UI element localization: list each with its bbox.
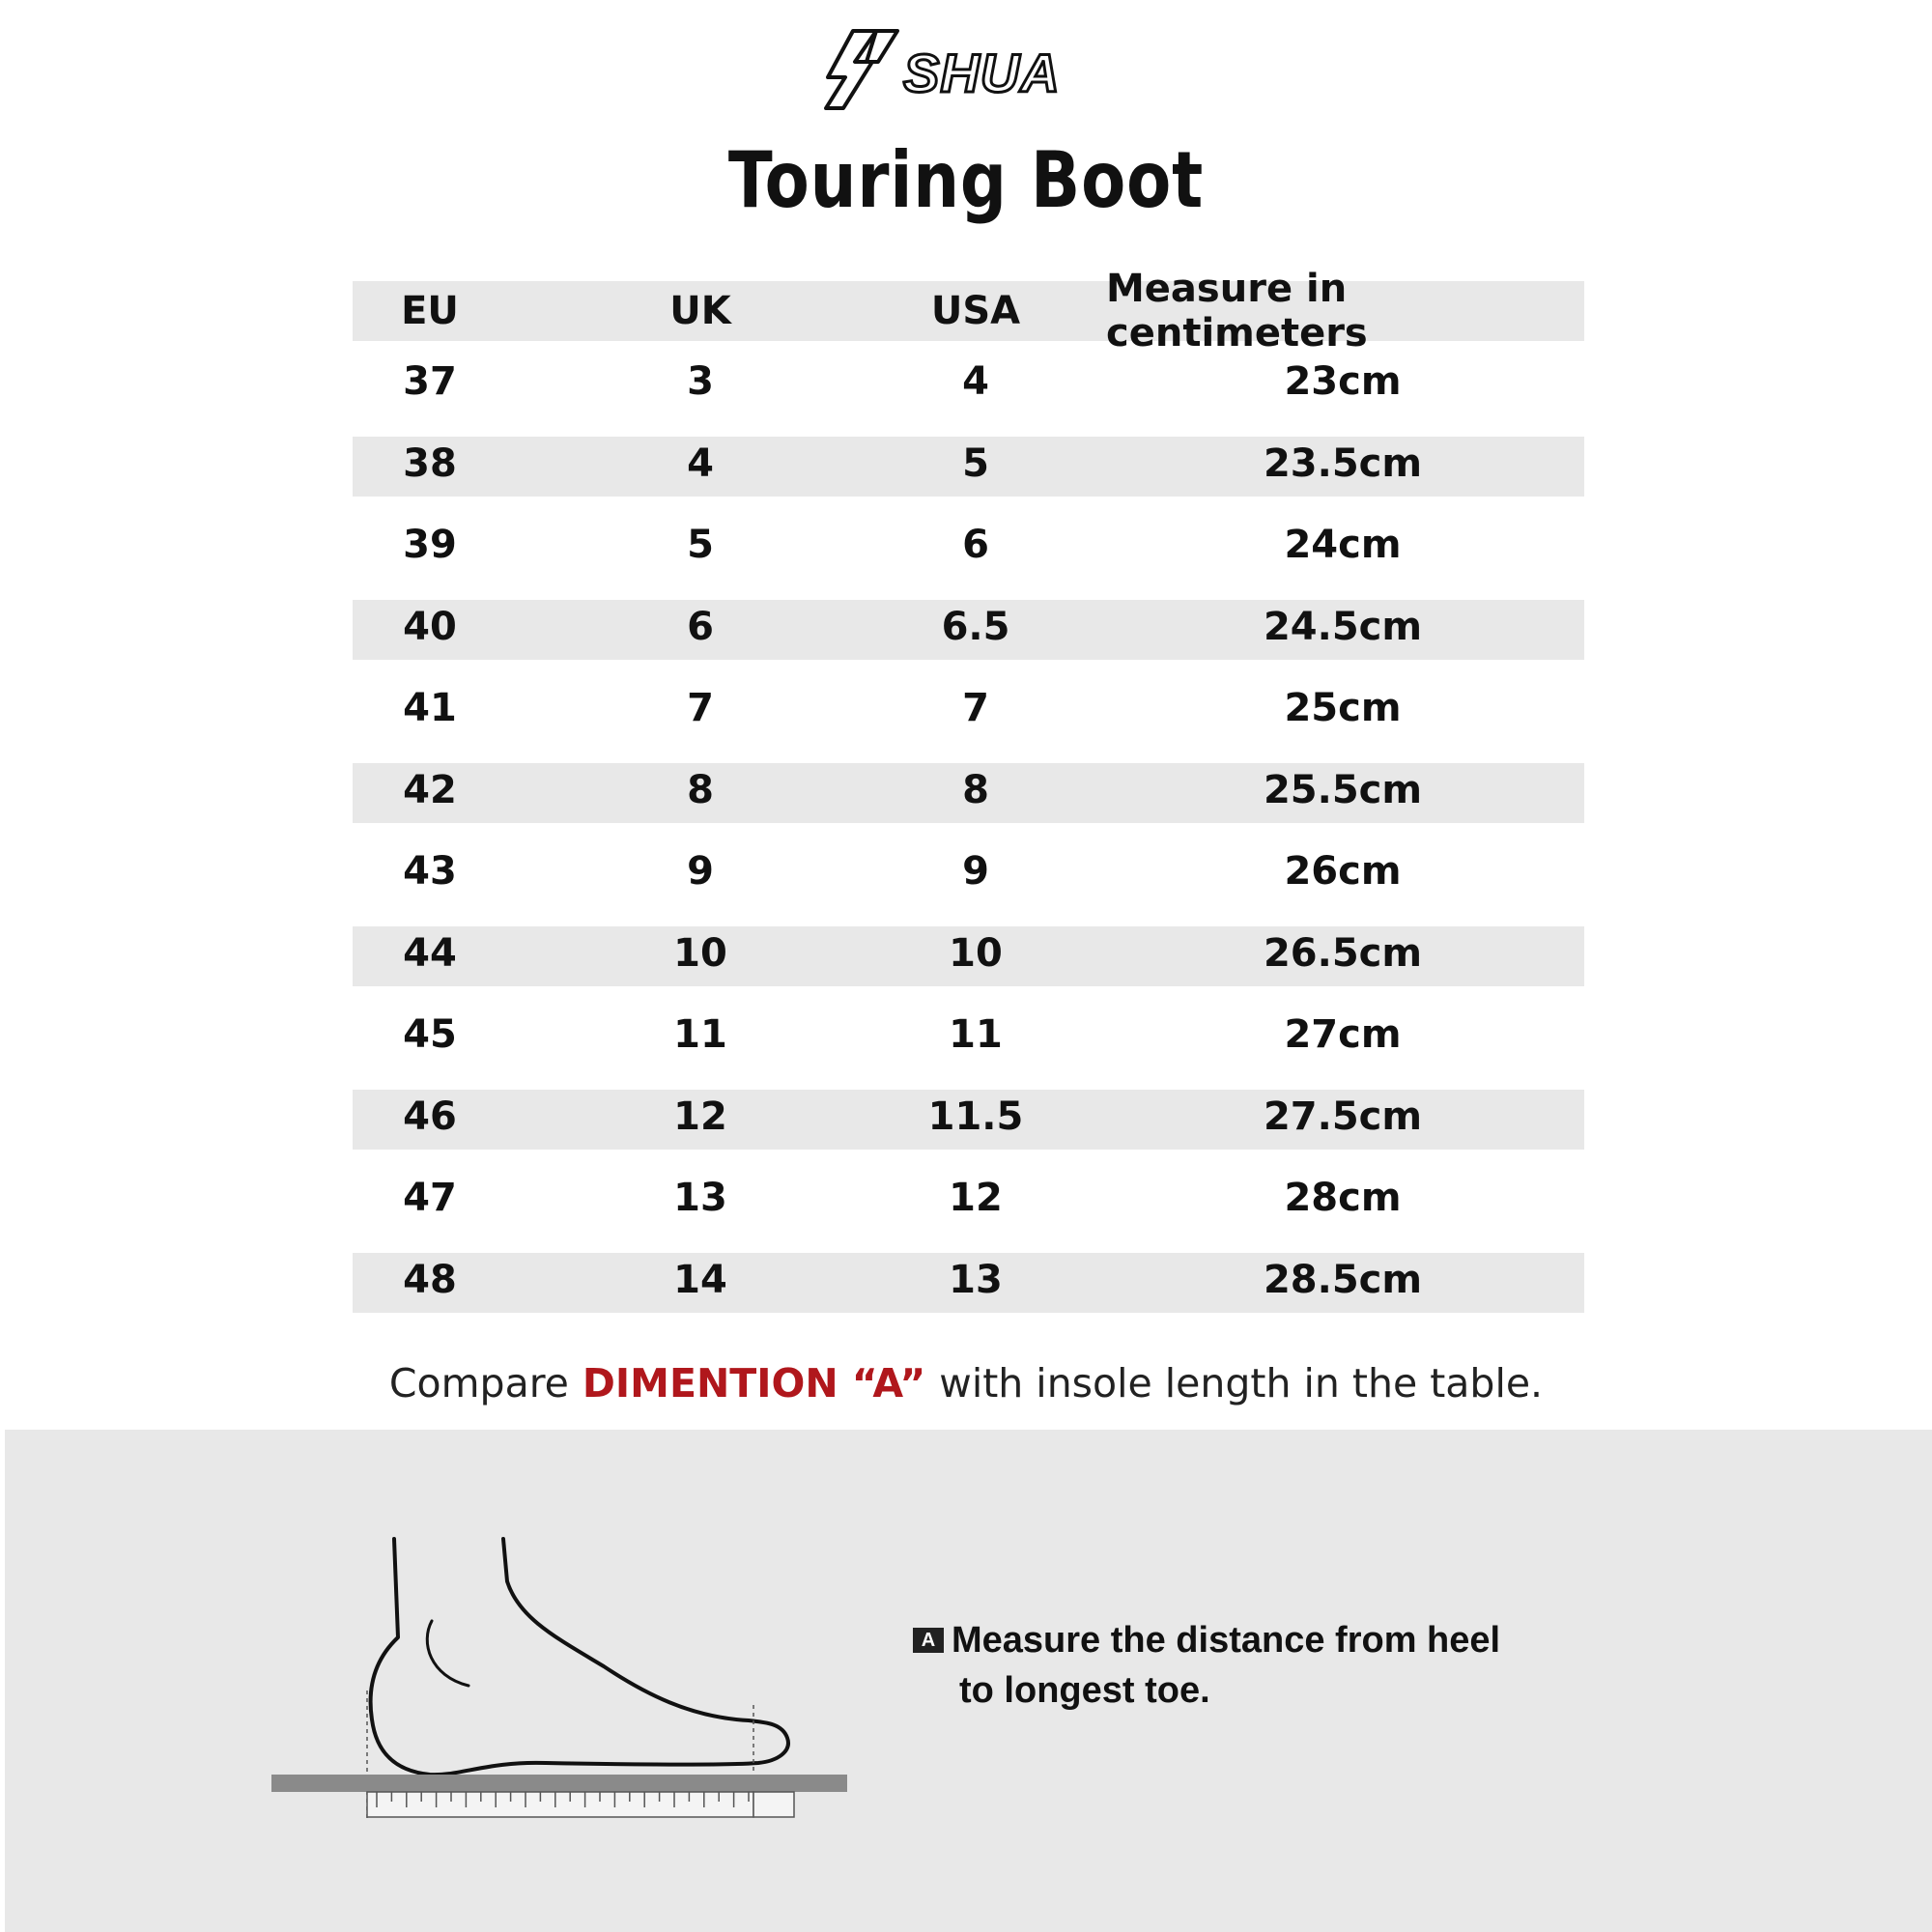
brand-name: SHUA (903, 43, 1061, 103)
compare-highlight-a: “A” (851, 1360, 926, 1406)
cell-centimeters: 24cm (1284, 523, 1402, 568)
cell-centimeters: 28cm (1284, 1176, 1402, 1221)
compare-prefix: Compare (388, 1360, 569, 1406)
cell-uk: 9 (687, 849, 714, 895)
table-row (353, 504, 1584, 586)
cell-usa: 13 (949, 1257, 1003, 1302)
header-uk: UK (669, 289, 731, 333)
cell-uk: 11 (673, 1012, 727, 1058)
cell-usa: 9 (962, 849, 989, 895)
table-body (353, 341, 1584, 1321)
cell-eu: 42 (403, 767, 457, 812)
cell-centimeters: 27.5cm (1263, 1094, 1423, 1139)
cell-centimeters: 23.5cm (1263, 440, 1423, 486)
instruction-line-1 (913, 1615, 1589, 1665)
foot-on-ruler-icon (266, 1531, 860, 1821)
measure-instruction (913, 1615, 1589, 1716)
cell-uk: 6 (687, 604, 714, 649)
compare-suffix: with insole length in the table. (939, 1360, 1544, 1406)
cell-uk: 10 (673, 930, 727, 976)
table-row (353, 750, 1584, 832)
cell-eu: 44 (403, 930, 457, 976)
shua-logo-mark-icon (816, 27, 903, 112)
table-row (353, 1076, 1584, 1158)
cell-usa: 8 (962, 767, 989, 812)
table-row (353, 341, 1584, 423)
cell-usa: 6 (962, 523, 989, 568)
cell-usa: 7 (962, 686, 989, 731)
cell-eu: 38 (403, 440, 457, 486)
size-table (353, 267, 1584, 1321)
compare-highlight-dimention: DIMENTION (582, 1360, 838, 1406)
cell-uk: 5 (687, 523, 714, 568)
cell-eu: 37 (403, 359, 457, 405)
table-row (353, 423, 1584, 505)
cell-usa: 11.5 (927, 1094, 1024, 1139)
cell-uk: 4 (687, 440, 714, 486)
cell-eu: 46 (403, 1094, 457, 1139)
cell-usa: 4 (962, 359, 989, 405)
instruction-line-2: to longest toe. (959, 1670, 1210, 1711)
header-usa: USA (930, 289, 1021, 333)
cell-uk: 14 (673, 1257, 727, 1302)
cell-eu: 47 (403, 1176, 457, 1221)
brand-logo (816, 27, 1096, 112)
table-row (353, 831, 1584, 913)
cell-usa: 6.5 (941, 604, 1010, 649)
table-row (353, 668, 1584, 750)
cell-centimeters: 23cm (1284, 359, 1402, 405)
header-centimeters: Measure in centimeters (1106, 267, 1368, 355)
table-row (353, 1239, 1584, 1321)
cell-centimeters: 27cm (1284, 1012, 1402, 1058)
cell-eu: 48 (403, 1257, 457, 1302)
cell-centimeters: 25.5cm (1263, 767, 1423, 812)
cell-uk: 12 (673, 1094, 727, 1139)
table-row (353, 913, 1584, 995)
cell-eu: 43 (403, 849, 457, 895)
cell-uk: 8 (687, 767, 714, 812)
dimension-a-badge: A (913, 1628, 944, 1653)
page-title: Touring Boot (727, 135, 1205, 225)
instruction-text-1: Measure the distance from heel (952, 1620, 1501, 1661)
cell-eu: 41 (403, 686, 457, 731)
header-eu: EU (401, 289, 459, 333)
cell-uk: 3 (687, 359, 714, 405)
cell-usa: 12 (949, 1176, 1003, 1221)
table-row (353, 994, 1584, 1076)
cell-eu: 45 (403, 1012, 457, 1058)
cell-uk: 13 (673, 1176, 727, 1221)
cell-centimeters: 26cm (1284, 849, 1402, 895)
cell-centimeters: 26.5cm (1263, 930, 1423, 976)
cell-eu: 39 (403, 523, 457, 568)
cell-uk: 7 (687, 686, 714, 731)
cell-centimeters: 24.5cm (1263, 604, 1423, 649)
table-row (353, 1157, 1584, 1239)
compare-note (0, 1360, 1932, 1406)
cell-usa: 10 (949, 930, 1003, 976)
cell-centimeters: 28.5cm (1263, 1257, 1423, 1302)
cell-usa: 5 (962, 440, 989, 486)
cell-usa: 11 (949, 1012, 1003, 1058)
table-row (353, 586, 1584, 668)
cell-eu: 40 (403, 604, 457, 649)
cell-centimeters: 25cm (1284, 686, 1402, 731)
table-header-row (353, 267, 1584, 355)
